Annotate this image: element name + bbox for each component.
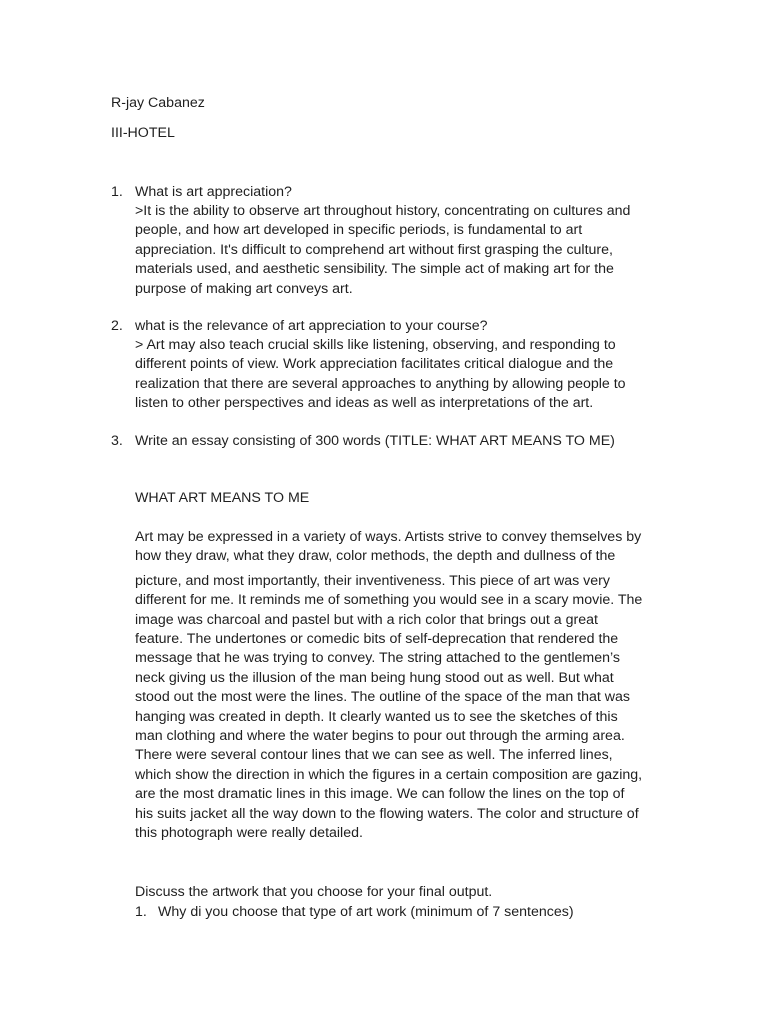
final-output-item-text: Why di you choose that type of art work (minimum of 7 sentences)	[158, 904, 574, 920]
essay-line: stood out the most were the lines. The outline of the space of the man that was	[135, 689, 631, 706]
answer-1-line: appreciation. It's difficult to comprehend art without first grasping the culture,	[135, 241, 613, 258]
essay-line: different for me. It reminds me of something you would see in a scary movie. The	[135, 592, 643, 609]
essay-line: hanging was created in depth. It clearly wanted us to see the sketches of this	[135, 708, 618, 725]
answer-1	[135, 202, 695, 299]
essay-line: feature. The undertones or comedic bits of self-deprecation that rendered the	[135, 631, 619, 648]
answer-1-line: >It is the ability to observe art throughout history, concentrating on cultures and	[135, 203, 631, 219]
essay-line: There were several contour lines that we can see as well. The inferred lines,	[135, 747, 613, 764]
essay-title: WHAT ART MEANS TO ME	[135, 490, 310, 506]
question-1-number: 1.	[111, 184, 123, 200]
answer-2-line: listen to other perspectives and ideas as well as interpretations of the art.	[135, 395, 594, 412]
student-section: III-HOTEL	[111, 125, 175, 141]
final-output-item-number: 1.	[135, 904, 147, 920]
essay-line: man clothing and where the water begins to pour out through the arming area.	[135, 728, 625, 745]
question-3-text: Write an essay consisting of 300 words (TITLE: WHAT ART MEANS TO ME)	[135, 433, 615, 449]
essay-line: Art may be expressed in a variety of ways. Artists strive to convey themselves by	[135, 529, 642, 545]
essay-line: this photograph were really detailed.	[135, 825, 363, 842]
essay-line: message that he was trying to convey. The string attached to the gentlemen’s	[135, 650, 621, 667]
question-3-number: 3.	[111, 433, 123, 449]
essay-line: are the most dramatic lines in this image. We can follow the lines on the top of	[135, 786, 625, 803]
essay-line: his suits jacket all the way down to the flowing waters. The color and structure of	[135, 805, 639, 822]
answer-2	[135, 336, 695, 414]
essay-line: image was charcoal and pastel but with a rich color that brings out a great	[135, 611, 598, 628]
question-2-number: 2.	[111, 318, 123, 334]
essay-line: how they draw, what they draw, color methods, the depth and dullness of the	[135, 548, 616, 565]
essay-line: which show the direction in which the figures in a certain composition are gazing,	[135, 766, 643, 783]
essay-body	[135, 528, 695, 844]
answer-2-line: different points of view. Work appreciation facilitates critical dialogue and the	[135, 356, 614, 373]
answer-1-line: materials used, and aesthetic sensibility. The simple act of making art for the	[135, 261, 614, 278]
question-1-text: What is art appreciation?	[135, 184, 292, 200]
answer-2-line: > Art may also teach crucial skills like listening, observing, and responding to	[135, 337, 616, 353]
question-2-text: what is the relevance of art appreciation to your course?	[135, 318, 488, 334]
answer-1-line: people, and how art developed in specific periods, is fundamental to art	[135, 222, 583, 239]
essay-line: picture, and most importantly, their inventiveness. This piece of art was very	[135, 572, 610, 589]
final-output-prompt: Discuss the artwork that you choose for your final output.	[135, 884, 493, 900]
answer-1-line: purpose of making art conveys art.	[135, 280, 353, 297]
answer-2-line: realization that there are several approaches to anything by allowing people to	[135, 375, 626, 392]
student-name: R-jay Cabanez	[111, 95, 205, 111]
essay-line: neck giving us the illusion of the man being hung stood out as well. But what	[135, 669, 614, 686]
